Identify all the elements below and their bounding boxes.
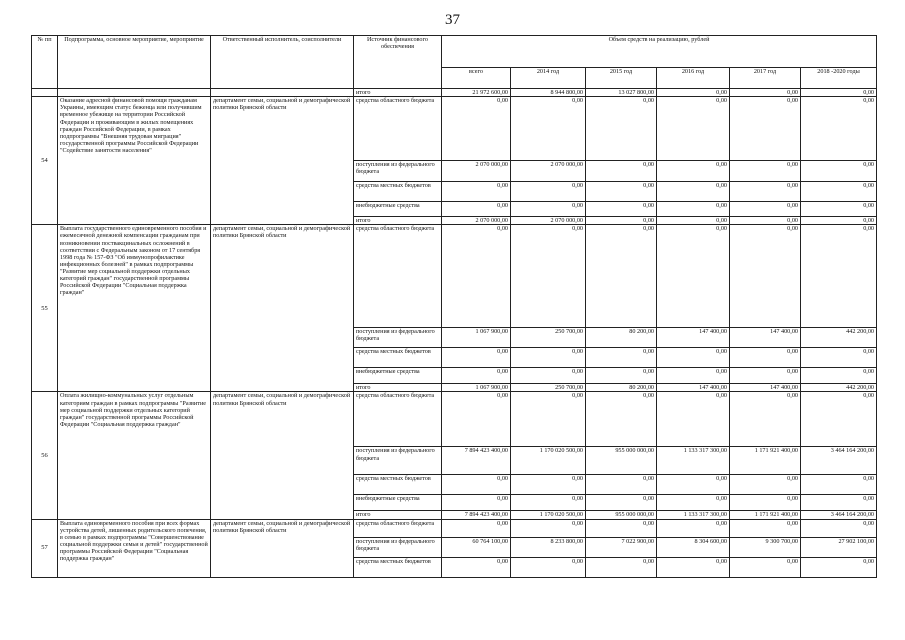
source-cell: внебюджетные средства <box>354 495 442 511</box>
value-cell: 0,00 <box>511 225 586 328</box>
value-cell: 0,00 <box>657 225 730 328</box>
value-cell: 8 233 800,00 <box>511 537 586 557</box>
header-program: Подпрограмма, основное мероприятие, мероприятие <box>58 36 211 89</box>
value-cell: 0,00 <box>730 202 801 217</box>
value-cell: 0,00 <box>586 495 657 511</box>
value-cell: 0,00 <box>442 495 511 511</box>
value-cell: 13 027 800,00 <box>586 89 657 97</box>
value-cell: 0,00 <box>586 475 657 495</box>
value-cell: 0,00 <box>730 348 801 368</box>
value-cell: 0,00 <box>586 557 657 577</box>
value-cell: 0,00 <box>730 368 801 384</box>
value-cell: 0,00 <box>657 217 730 225</box>
header-volume: Объем средств на реализацию, рублей <box>442 36 877 68</box>
value-cell: 0,00 <box>730 495 801 511</box>
value-cell: 0,00 <box>657 475 730 495</box>
entry-executor: департамент семьи, социальной и демографической политики Брянской области <box>211 519 354 577</box>
value-cell: 250 700,00 <box>511 328 586 348</box>
source-cell: поступления из федерального бюджета <box>354 447 442 475</box>
source-cell: поступления из федерального бюджета <box>354 161 442 182</box>
value-cell: 0,00 <box>442 475 511 495</box>
entry-title: Выплата единовременного пособия при всех формах устройства детей, лишенных родительского попечения, в семью в рамках подпрограммы "Совершенствование социальной поддержки семьи и детей" государственной программы Российской Федерации "Социальная поддержка граждан" <box>58 519 211 577</box>
entry-title: Выплата государственного единовременного пособия и ежемесячной денежной компенсации гражданам при возникновении поствакцинальных осложнений в соответствии с Федеральным законом от 17 сентября 1998 года № 157-ФЗ "Об иммунопрофилактике инфекционных болезней" в рамках подпрограммы "Развитие мер социальной поддержки отдельных категорий граждан" государственной программы Российской Федерации "Социальная поддержка граждан" <box>58 225 211 392</box>
source-cell: средства областного бюджета <box>354 392 442 447</box>
value-cell: 0,00 <box>586 519 657 537</box>
value-cell: 0,00 <box>442 392 511 447</box>
header-year: 2017 год <box>730 68 801 89</box>
value-cell: 0,00 <box>657 182 730 202</box>
value-cell: 0,00 <box>730 97 801 161</box>
value-cell: 0,00 <box>801 161 877 182</box>
value-cell: 0,00 <box>511 182 586 202</box>
header-executor: Ответственный исполнитель, соисполнители <box>211 36 354 89</box>
value-cell: 0,00 <box>730 519 801 537</box>
value-cell: 0,00 <box>730 557 801 577</box>
value-cell: 0,00 <box>586 348 657 368</box>
value-cell: 9 300 700,00 <box>730 537 801 557</box>
value-cell: 0,00 <box>511 202 586 217</box>
value-cell: 0,00 <box>801 217 877 225</box>
value-cell: 0,00 <box>586 161 657 182</box>
source-cell: поступления из федерального бюджета <box>354 328 442 348</box>
value-cell: 0,00 <box>511 557 586 577</box>
value-cell: 0,00 <box>442 225 511 328</box>
table-row <box>32 225 877 328</box>
value-cell: 0,00 <box>730 217 801 225</box>
source-cell: средства областного бюджета <box>354 225 442 328</box>
value-cell: 0,00 <box>657 89 730 97</box>
value-cell: 0,00 <box>801 368 877 384</box>
value-cell: 0,00 <box>657 519 730 537</box>
value-cell: 80 200,00 <box>586 384 657 392</box>
value-cell: 0,00 <box>730 225 801 328</box>
header-source: Источник финансового обеспечения <box>354 36 442 89</box>
value-cell: 1 133 317 300,00 <box>657 511 730 519</box>
value-cell: 0,00 <box>730 182 801 202</box>
source-cell: итого <box>354 89 442 97</box>
source-cell: средства местных бюджетов <box>354 348 442 368</box>
value-cell: 0,00 <box>442 348 511 368</box>
entry-executor: департамент семьи, социальной и демографической политики Брянской области <box>211 97 354 225</box>
value-cell: 0,00 <box>657 392 730 447</box>
value-cell: 0,00 <box>586 217 657 225</box>
value-cell: 27 902 100,00 <box>801 537 877 557</box>
source-cell: средства местных бюджетов <box>354 557 442 577</box>
value-cell: 0,00 <box>801 495 877 511</box>
value-cell: 0,00 <box>657 557 730 577</box>
value-cell: 0,00 <box>511 97 586 161</box>
value-cell: 0,00 <box>801 392 877 447</box>
source-cell: итого <box>354 217 442 225</box>
value-cell: 80 200,00 <box>586 328 657 348</box>
table-row <box>32 392 877 447</box>
value-cell: 0,00 <box>511 392 586 447</box>
value-cell: 2 070 000,00 <box>442 161 511 182</box>
value-cell: 0,00 <box>801 348 877 368</box>
value-cell: 0,00 <box>657 202 730 217</box>
value-cell: 147 400,00 <box>730 384 801 392</box>
value-cell: 442 200,00 <box>801 384 877 392</box>
value-cell: 0,00 <box>801 182 877 202</box>
entry-title: Оплата жилищно-коммунальных услуг отдельным категориям граждан в рамках подпрограммы "Развитие мер социальной поддержки отдельных категорий граждан" государственной программы Российской Федерации "Социальная поддержка граждан" <box>58 392 211 519</box>
value-cell: 0,00 <box>801 557 877 577</box>
value-cell: 0,00 <box>801 97 877 161</box>
header-year: 2016 год <box>657 68 730 89</box>
value-cell: 0,00 <box>801 202 877 217</box>
budget-table <box>31 35 877 578</box>
value-cell: 1 067 900,00 <box>442 328 511 348</box>
value-cell: 0,00 <box>801 225 877 328</box>
value-cell: 1 170 020 500,00 <box>511 511 586 519</box>
value-cell: 1 067 900,00 <box>442 384 511 392</box>
source-cell: средства областного бюджета <box>354 519 442 537</box>
header-year: 2015 год <box>586 68 657 89</box>
value-cell: 2 070 000,00 <box>442 217 511 225</box>
source-cell: внебюджетные средства <box>354 368 442 384</box>
value-cell: 1 133 317 300,00 <box>657 447 730 475</box>
value-cell: 1 171 921 400,00 <box>730 511 801 519</box>
page-number: 37 <box>445 12 460 28</box>
value-cell: 442 200,00 <box>801 328 877 348</box>
value-cell: 8 944 800,00 <box>511 89 586 97</box>
value-cell: 0,00 <box>657 348 730 368</box>
source-cell: средства областного бюджета <box>354 97 442 161</box>
value-cell: 0,00 <box>801 89 877 97</box>
header-year: 2018 -2020 годы <box>801 68 877 89</box>
value-cell: 0,00 <box>442 368 511 384</box>
source-cell: средства местных бюджетов <box>354 182 442 202</box>
header-year: 2014 год <box>511 68 586 89</box>
value-cell: 0,00 <box>511 495 586 511</box>
value-cell: 0,00 <box>442 557 511 577</box>
entry-number: 57 <box>32 519 58 577</box>
value-cell: 0,00 <box>801 475 877 495</box>
source-cell: итого <box>354 511 442 519</box>
value-cell: 0,00 <box>511 368 586 384</box>
value-cell: 147 400,00 <box>657 328 730 348</box>
value-cell: 0,00 <box>657 161 730 182</box>
entry-executor: департамент семьи, социальной и демографической политики Брянской области <box>211 392 354 519</box>
value-cell: 0,00 <box>730 89 801 97</box>
value-cell: 7 894 423 400,00 <box>442 447 511 475</box>
value-cell: 7 022 900,00 <box>586 537 657 557</box>
value-cell: 0,00 <box>586 202 657 217</box>
value-cell: 0,00 <box>442 519 511 537</box>
value-cell: 3 464 164 200,00 <box>801 447 877 475</box>
entry-executor: департамент семьи, социальной и демографической политики Брянской области <box>211 225 354 392</box>
value-cell: 21 972 600,00 <box>442 89 511 97</box>
value-cell: 1 171 921 400,00 <box>730 447 801 475</box>
entry-number: 55 <box>32 225 58 392</box>
source-cell: внебюджетные средства <box>354 202 442 217</box>
source-cell: средства местных бюджетов <box>354 475 442 495</box>
value-cell: 0,00 <box>730 161 801 182</box>
value-cell: 147 400,00 <box>730 328 801 348</box>
entry-number: 54 <box>32 97 58 225</box>
table-row <box>32 89 877 97</box>
value-cell: 0,00 <box>657 495 730 511</box>
header-year: всего <box>442 68 511 89</box>
value-cell: 0,00 <box>442 182 511 202</box>
value-cell: 0,00 <box>442 97 511 161</box>
value-cell: 0,00 <box>657 368 730 384</box>
value-cell: 0,00 <box>586 182 657 202</box>
value-cell: 1 170 020 500,00 <box>511 447 586 475</box>
value-cell: 2 070 000,00 <box>511 217 586 225</box>
value-cell: 2 070 000,00 <box>511 161 586 182</box>
value-cell: 955 000 000,00 <box>586 511 657 519</box>
value-cell: 0,00 <box>730 392 801 447</box>
table-row <box>32 97 877 161</box>
value-cell: 0,00 <box>586 97 657 161</box>
source-cell: поступления из федерального бюджета <box>354 537 442 557</box>
value-cell: 0,00 <box>511 475 586 495</box>
value-cell: 0,00 <box>586 392 657 447</box>
source-cell: итого <box>354 384 442 392</box>
value-cell: 955 000 000,00 <box>586 447 657 475</box>
value-cell: 0,00 <box>586 225 657 328</box>
value-cell: 0,00 <box>586 368 657 384</box>
value-cell: 8 304 600,00 <box>657 537 730 557</box>
value-cell: 0,00 <box>801 519 877 537</box>
value-cell: 250 700,00 <box>511 384 586 392</box>
entry-title: Оказание адресной финансовой помощи гражданам Украины, имеющим статус беженца или получившим временное убежище на территории Российской Федерации и проживающим в жилых помещениях граждан Российской Федерации, в рамках подпрограммы "Внешняя трудовая миграция" государственной программы Российской Федерации "Содействие занятости населения" <box>58 97 211 225</box>
entry-number: 56 <box>32 392 58 519</box>
value-cell: 0,00 <box>442 202 511 217</box>
value-cell: 3 464 164 200,00 <box>801 511 877 519</box>
table-row <box>32 519 877 537</box>
value-cell: 0,00 <box>657 97 730 161</box>
value-cell: 0,00 <box>730 475 801 495</box>
value-cell: 0,00 <box>511 348 586 368</box>
value-cell: 60 764 100,00 <box>442 537 511 557</box>
value-cell: 147 400,00 <box>657 384 730 392</box>
value-cell: 7 894 423 400,00 <box>442 511 511 519</box>
header-no: № пп <box>32 36 58 89</box>
value-cell: 0,00 <box>511 519 586 537</box>
